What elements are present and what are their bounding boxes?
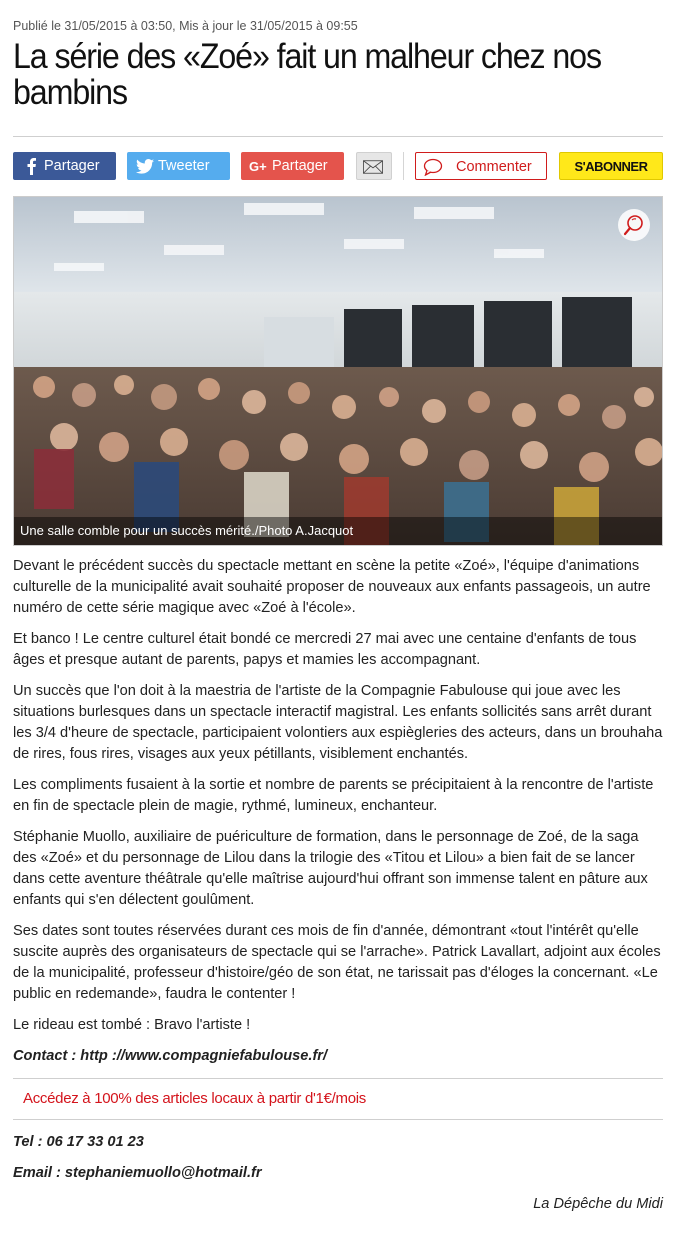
twitter-icon (135, 152, 155, 180)
facebook-share-button[interactable] (13, 152, 116, 180)
promo-bottom-divider (13, 1119, 663, 1120)
audience-photo-illustration (14, 197, 663, 546)
paragraph: Et banco ! Le centre culturel était bondé ce mercredi 27 mai avec une centaine d'enfants de tous âges et presque autant de parents, papys et mamies les accompagnant. (13, 631, 637, 668)
telephone-line: Tel : 06 17 33 01 23 (13, 1134, 144, 1150)
contact-line: Contact : http ://www.compagniefabulouse.fr/ (13, 1048, 328, 1064)
facebook-icon (21, 152, 41, 180)
paragraph: Les compliments fusaient à la sortie et nombre de parents se précipitaient à la rencontre de l'artiste en fin de spectacle plein de magie, rythmé, lumineux, enchanteur. (13, 777, 654, 814)
googleplus-share-button[interactable] (241, 152, 344, 180)
subscribe-button[interactable] (559, 152, 663, 180)
share-toolbar (13, 152, 663, 182)
paragraph: Un succès que l'on doit à la maestria de l'artiste de la Compagnie Fabulouse qui joue avec les situations burlesques dans un spectacle interactif magistral. Les enfants sollicités sans arrêt durant les 3/4 d'heure de spectacle, participaient volontiers aux espiègleries des acteurs, dans un brouhaha de rires, fous rires, visages aux yeux pétillants, visiblement enchantés. (13, 683, 663, 762)
article-title: La série des «Zoé» fait un malheur chez nos bambins (13, 37, 601, 112)
googleplus-share-label: Partager (272, 158, 328, 174)
comment-bubble-icon (423, 153, 443, 181)
zoom-icon (623, 214, 645, 236)
paragraph: Stéphanie Muollo, auxiliaire de puériculture de formation, dans le personnage de Zoé, de la saga des «Zoé» et du personnage de Lilou dans la trilogie des «Titou et Lilou» a bien fait de se lancer dans cette aventure théâtrale qu'elle maîtrise aujourd'hui offrant son immense talent en pâture aux enfants qui s'en délectent goulûment. (13, 829, 648, 908)
article-body (13, 556, 663, 1215)
title-divider (13, 136, 663, 137)
paragraph: Le rideau est tombé : Bravo l'artiste ! (13, 1017, 251, 1033)
paragraph: Devant le précédent succès du spectacle mettant en scène la petite «Zoé», l'équipe d'animations culturelle de la municipalité avait souhaité proposer de nouveaux aux enfants passageois, un autre numéro de cette série magique avec «Zoé à l'école». (13, 558, 651, 616)
twitter-share-label: Tweeter (158, 158, 210, 174)
article-page (13, 0, 663, 1215)
article-signature: La Dépêche du Midi (533, 1196, 663, 1212)
promo-block (13, 1078, 663, 1120)
zoom-photo-button[interactable] (618, 209, 650, 241)
facebook-share-label: Partager (44, 158, 100, 174)
publication-date: Publié le 31/05/2015 à 03:50, Mis à jour le 31/05/2015 à 09:55 (13, 19, 358, 33)
subscribe-label: S'ABONNER (574, 159, 648, 174)
paragraph: Ses dates sont toutes réservées durant ces mois de fin d'année, démontrant «tout l'intérêt qu'elle suscite auprès des organisateurs de spectacle qui se l'arrache». Patrick Lavallart, adjoint aux écoles de la municipalité, professeur d'histoire/géo de son état, ne tarissait pas d'éloges la concernant. «Le public en redemande», faudra le contenter ! (13, 923, 661, 1002)
envelope-icon (363, 153, 383, 181)
comment-button[interactable] (415, 152, 547, 180)
subscription-promo-link[interactable]: Accédez à 100% des articles locaux à partir d'1€/mois (23, 1090, 366, 1107)
email-line: Email : stephaniemuollo@hotmail.fr (13, 1165, 262, 1181)
svg-text:G+: G+ (249, 159, 267, 173)
article-photo[interactable] (13, 196, 663, 546)
email-share-button[interactable] (356, 152, 392, 180)
toolbar-divider (403, 152, 404, 180)
comment-label: Commenter (456, 159, 532, 175)
twitter-share-button[interactable] (127, 152, 230, 180)
googleplus-icon (249, 152, 269, 180)
photo-caption: Une salle comble pour un succès mérité./Photo A.Jacquot (14, 517, 662, 545)
